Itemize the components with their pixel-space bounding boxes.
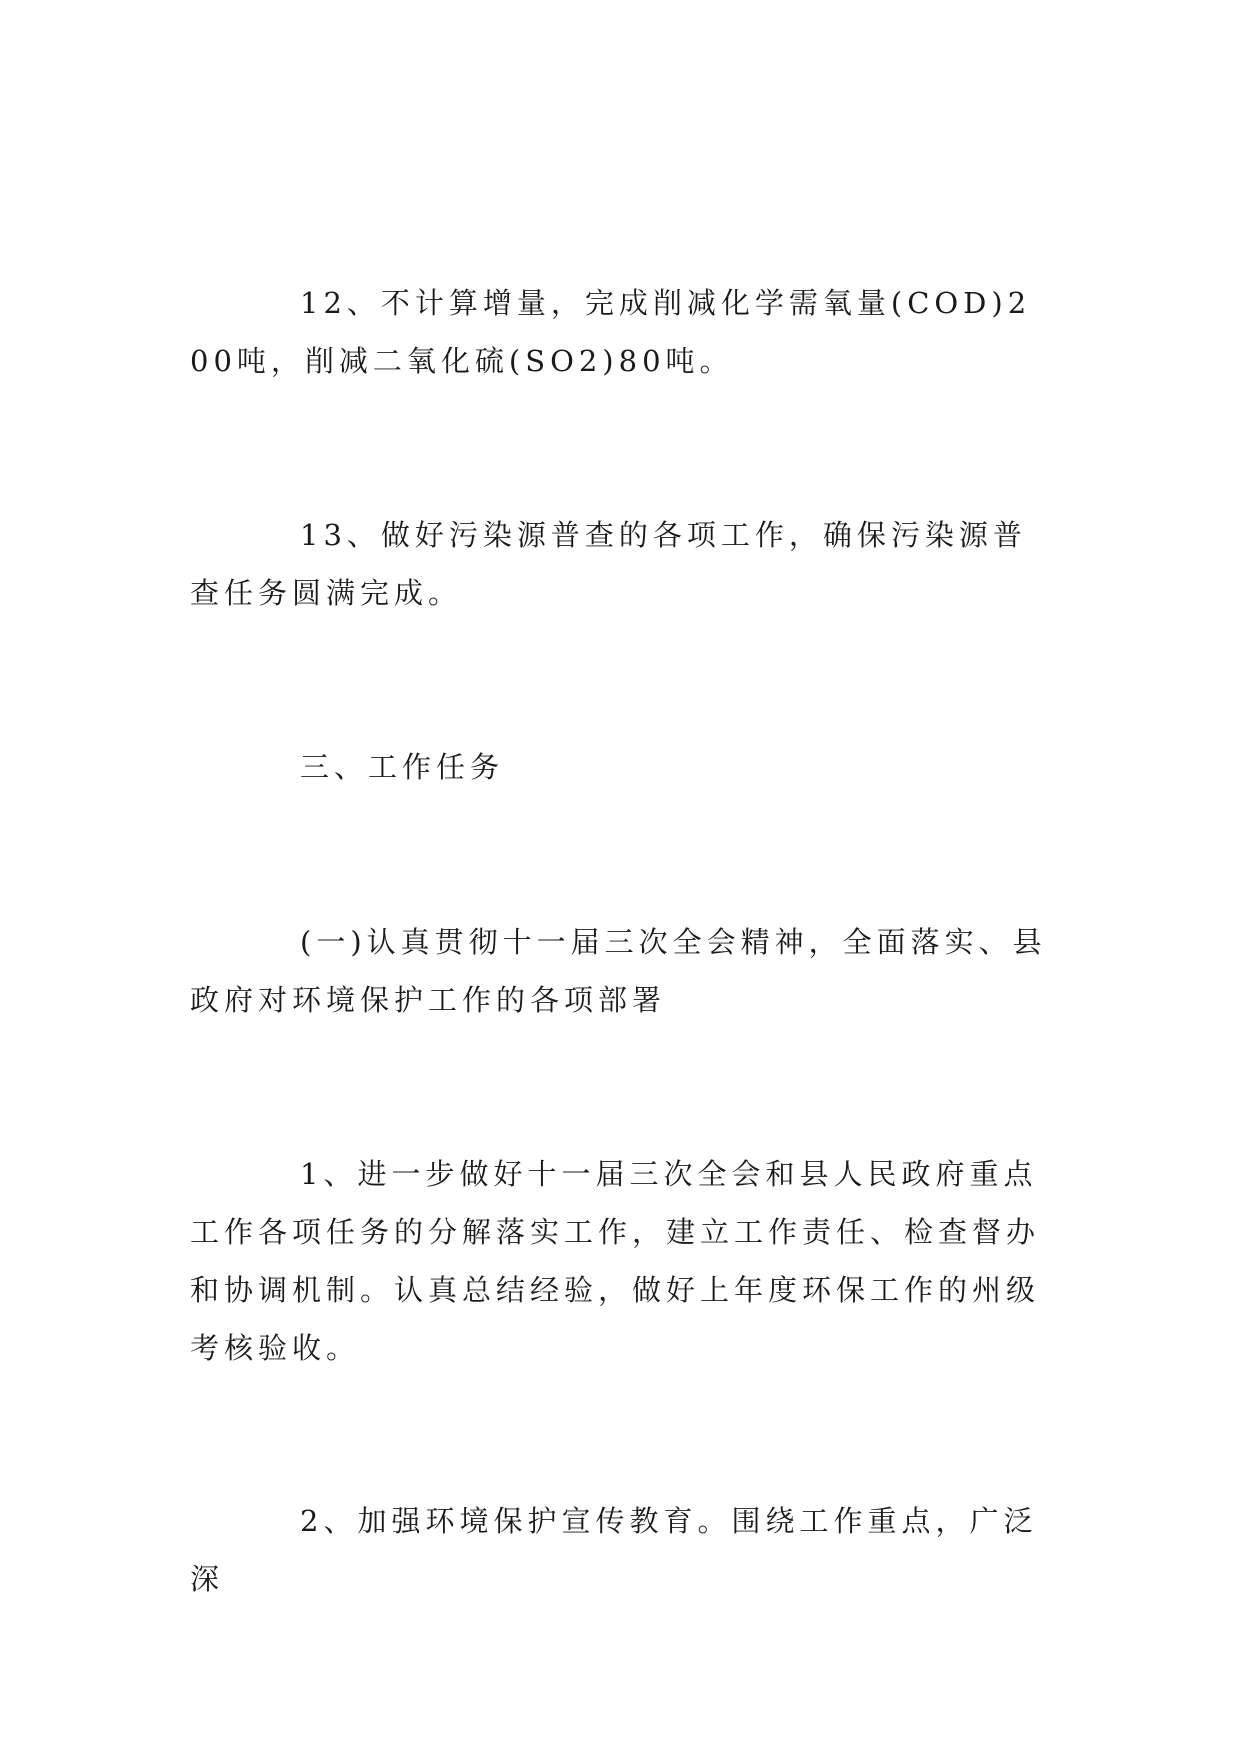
paragraph-item-13: 13、做好污染源普查的各项工作，确保污染源普查任务圆满完成。 bbox=[190, 518, 1027, 610]
paragraph-item-12: 12、不计算增量，完成削减化学需氧量(COD)200吨，削减二氧化硫(SO2)80吨。 bbox=[190, 286, 1032, 378]
subsection-heading-1: (一)认真贯彻十一届三次全会精神，全面落实、县政府对环境保护工作的各项部署 bbox=[190, 925, 1047, 1017]
paragraph-task-1: 1、进一步做好十一届三次全会和县人民政府重点工作各项任务的分解落实工作，建立工作责任、检查督办和协调机制。认真总结经验，做好上年度环保工作的州级考核验收。 bbox=[190, 1157, 1041, 1365]
paragraph-task-2: 2、加强环境保护宣传教育。围绕工作重点，广泛深 bbox=[190, 1504, 1038, 1596]
section-heading-work-tasks: 三、工作任务 bbox=[300, 750, 505, 784]
